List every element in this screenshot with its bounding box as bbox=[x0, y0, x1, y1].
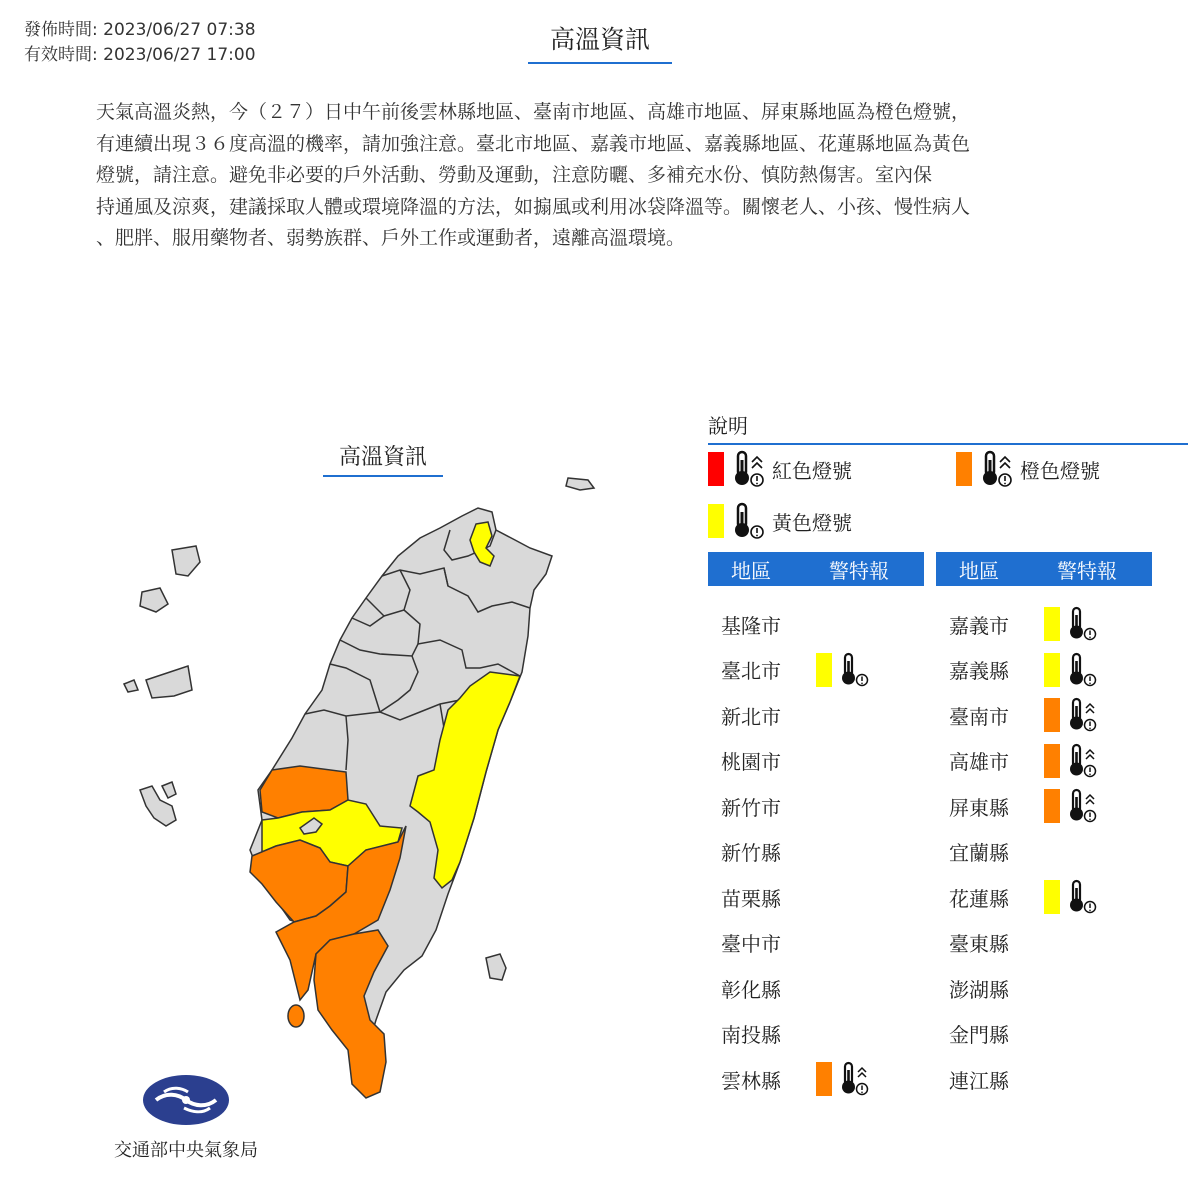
region-name: 苗栗縣 bbox=[721, 886, 781, 911]
region-name: 花蓮縣 bbox=[949, 886, 1009, 911]
region-name: 嘉義市 bbox=[949, 613, 1009, 638]
yellow-swatch bbox=[1044, 653, 1060, 687]
island-turtle bbox=[566, 478, 594, 490]
region-row bbox=[708, 786, 794, 826]
orange-swatch bbox=[1044, 744, 1060, 778]
region-row bbox=[708, 877, 794, 917]
region-name: 臺中市 bbox=[721, 932, 781, 956]
description-line: 持通風及涼爽，建議採取人體或環境降溫的方法，如搧風或利用冰袋降溫等。關懷老人、小孩、慢性病人 bbox=[96, 195, 971, 218]
island-kinmen-2 bbox=[124, 680, 138, 692]
region-row bbox=[708, 604, 794, 644]
taiwan-map bbox=[120, 470, 610, 1110]
region-name: 雲林縣 bbox=[721, 1068, 781, 1093]
island-matsu-2 bbox=[140, 588, 168, 612]
region-row bbox=[936, 832, 1022, 872]
warning-indicator bbox=[816, 1061, 870, 1097]
warning-indicator bbox=[1044, 697, 1098, 733]
cwb-logo-icon bbox=[142, 1074, 230, 1126]
region-row bbox=[936, 650, 1098, 690]
region-name: 新竹縣 bbox=[721, 841, 781, 865]
region-row bbox=[936, 741, 1098, 781]
description bbox=[96, 97, 1106, 255]
region-name: 屏東縣 bbox=[949, 795, 1009, 820]
thermometer-rising-icon bbox=[1068, 697, 1098, 733]
region-row bbox=[708, 650, 870, 690]
island-orchid bbox=[486, 954, 506, 980]
published-label: 發佈時間: bbox=[24, 20, 98, 40]
warning-indicator bbox=[1044, 652, 1098, 688]
region-name: 臺南市 bbox=[949, 704, 1009, 729]
orange-swatch bbox=[1044, 789, 1060, 823]
region-row bbox=[936, 1059, 1022, 1099]
description-line: 有連續出現３６度高溫的機率，請加強注意。臺北市地區、嘉義市地區、嘉義縣地區、花蓮縣地區為黃色 bbox=[96, 132, 971, 155]
region-name: 臺北市 bbox=[721, 659, 781, 683]
thermometer-alert-icon bbox=[1068, 879, 1098, 915]
description-line: 天氣高溫炎熱，今（２７）日中午前後雲林縣地區、臺南市地區、高雄市地區、屏東縣地區為橙色燈號， bbox=[96, 101, 971, 123]
description-line: 、肥胖、服用藥物者、弱勢族群、戶外工作或運動者，遠離高溫環境。 bbox=[96, 227, 686, 249]
thermometer-rising-icon bbox=[1068, 743, 1098, 779]
published-value: 2023/06/27 07:38 bbox=[103, 20, 256, 40]
page-title: 高溫資訊 bbox=[528, 20, 672, 64]
table-header-left bbox=[708, 552, 924, 586]
region-row bbox=[708, 832, 794, 872]
column-warning: 警特報 bbox=[1057, 558, 1117, 583]
region-row bbox=[936, 923, 1022, 963]
legend-item-orange bbox=[956, 450, 1100, 488]
yellow-swatch bbox=[708, 504, 724, 538]
island-kinmen bbox=[146, 666, 192, 698]
valid-time bbox=[24, 43, 256, 68]
column-warning: 警特報 bbox=[829, 558, 889, 583]
published-time bbox=[24, 18, 256, 43]
region-name: 新竹市 bbox=[721, 795, 781, 820]
thermometer-alert-icon bbox=[840, 652, 870, 688]
region-name: 連江縣 bbox=[949, 1068, 1009, 1093]
region-row bbox=[708, 1059, 870, 1099]
thermometer-alert-icon bbox=[1068, 606, 1098, 642]
island-penghu-2 bbox=[162, 782, 176, 798]
region-name: 嘉義縣 bbox=[949, 659, 1009, 683]
thermometer-rising-icon bbox=[1068, 788, 1098, 824]
yellow-swatch bbox=[816, 653, 832, 687]
warning-indicator bbox=[1044, 743, 1098, 779]
region-row bbox=[708, 968, 794, 1008]
column-region: 地區 bbox=[959, 558, 999, 583]
orange-swatch bbox=[816, 1062, 832, 1096]
thermometer-rising-icon bbox=[840, 1061, 870, 1097]
legend-item-yellow bbox=[708, 502, 852, 540]
region-name: 基隆市 bbox=[721, 613, 781, 638]
region-row bbox=[708, 923, 794, 963]
region-name: 桃園市 bbox=[721, 750, 781, 774]
valid-label: 有效時間: bbox=[24, 45, 98, 65]
column-region: 地區 bbox=[731, 558, 771, 583]
thermometer-rising-icon bbox=[980, 450, 1014, 488]
warning-indicator bbox=[1044, 788, 1098, 824]
region-name: 澎湖縣 bbox=[949, 977, 1009, 1002]
region-row bbox=[936, 877, 1098, 917]
region-row bbox=[936, 786, 1098, 826]
region-row bbox=[936, 968, 1022, 1008]
thermometer-rising-icon bbox=[732, 450, 766, 488]
thermometer-alert-icon bbox=[732, 502, 766, 540]
region-row bbox=[708, 695, 794, 735]
legend-item-red bbox=[708, 450, 852, 488]
region-row bbox=[708, 1014, 794, 1054]
region-liuqiu bbox=[288, 1005, 304, 1027]
region-name: 新北市 bbox=[721, 704, 781, 729]
orange-swatch bbox=[956, 452, 972, 486]
region-name: 宜蘭縣 bbox=[949, 841, 1009, 865]
region-row bbox=[936, 1014, 1022, 1054]
description-line: 燈號，請注意。避免非必要的戶外活動、勞動及運動，注意防曬、多補充水份、慎防熱傷害。室內保 bbox=[96, 164, 933, 186]
table-header-right bbox=[936, 552, 1152, 586]
region-name: 彰化縣 bbox=[721, 977, 781, 1002]
red-swatch bbox=[708, 452, 724, 486]
warning-indicator bbox=[1044, 879, 1098, 915]
valid-value: 2023/06/27 17:00 bbox=[103, 45, 256, 65]
island-matsu bbox=[172, 546, 200, 576]
orange-swatch bbox=[1044, 698, 1060, 732]
region-name: 臺東縣 bbox=[949, 932, 1009, 956]
region-row bbox=[708, 741, 794, 781]
thermometer-alert-icon bbox=[1068, 652, 1098, 688]
legend-label-yellow: 黃色燈號 bbox=[772, 510, 852, 535]
agency-name: 交通部中央氣象局 bbox=[114, 1140, 258, 1161]
region-row bbox=[936, 604, 1098, 644]
warning-indicator bbox=[1044, 606, 1098, 642]
legend-label-red: 紅色燈號 bbox=[772, 458, 852, 483]
warning-indicator bbox=[816, 652, 870, 688]
issue-info bbox=[24, 18, 256, 68]
yellow-swatch bbox=[1044, 880, 1060, 914]
agency-logo bbox=[106, 1074, 266, 1162]
region-name: 金門縣 bbox=[949, 1023, 1009, 1047]
legend-heading: 說明 bbox=[708, 410, 1188, 445]
region-row bbox=[936, 695, 1098, 735]
legend-label-orange: 橙色燈號 bbox=[1020, 458, 1100, 483]
map-title: 高溫資訊 bbox=[323, 440, 443, 477]
region-name: 高雄市 bbox=[949, 750, 1009, 774]
yellow-swatch bbox=[1044, 607, 1060, 641]
region-name: 南投縣 bbox=[721, 1023, 781, 1047]
